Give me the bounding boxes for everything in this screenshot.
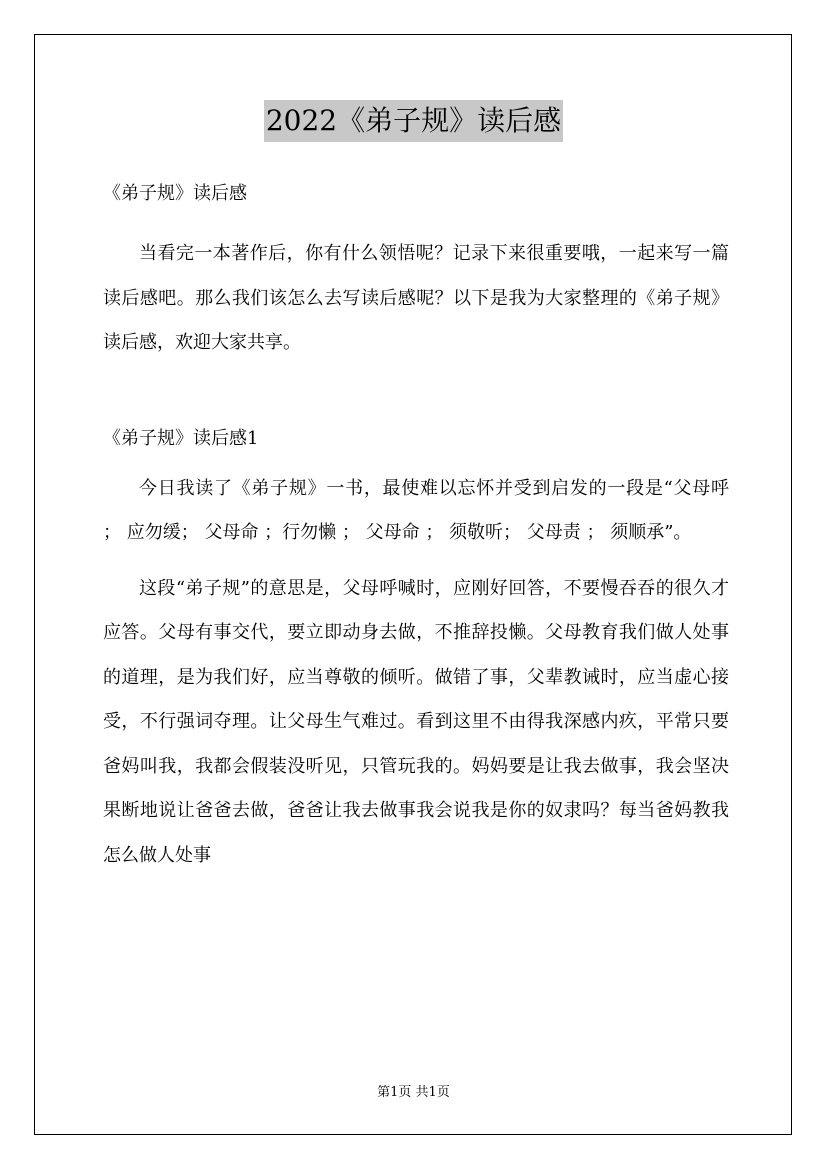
intro-paragraph: 当看完一本著作后，你有什么领悟呢？记录下来很重要哦，一起来写一篇读后感吧。那么我们该怎么去写读后感呢？以下是我为大家整理的《弟子规》读后感，欢迎大家共享。 — [103, 243, 729, 353]
section-heading: 《弟子规》读后感1 — [103, 427, 259, 449]
paragraph-1: 今日我读了《弟子规》一书，最使难以忘怀并受到启发的一段是“父母呼 ； 应勿缓； 父母命 ；行勿懒 ； 父母命 ； 须敬听； 父母责 ； 须顺承”。 — [103, 477, 729, 543]
document-title: 2022《弟子规》读后感 — [264, 100, 563, 142]
paragraph-2: 这段“弟子规”的意思是，父母呼喊时，应刚好回答，不要慢吞吞的很久才应答。父母有事交代，要立即动身去做，不推辞投懒。父母教育我们做人处事的道理，是为我们好，应当尊敬的倾听。做错了事，父辈教诫时，应当虚心接受，不行强词夺理。让父母生气难过。看到这里不由得我深感内疚，平常只要爸妈叫我，我都会假装没听见，只管玩我的。妈妈要是让我去做事，我会坚决果断地说让爸爸去做，爸爸让我去做事我会说我是你的奴隶吗？每当爸妈教我怎么做人处事 — [103, 577, 729, 866]
page-footer: 第1页 共1页 — [377, 1085, 450, 1100]
subtitle: 《弟子规》读后感 — [103, 183, 247, 204]
document-body — [103, 174, 729, 878]
document-title-wrap — [0, 100, 827, 142]
